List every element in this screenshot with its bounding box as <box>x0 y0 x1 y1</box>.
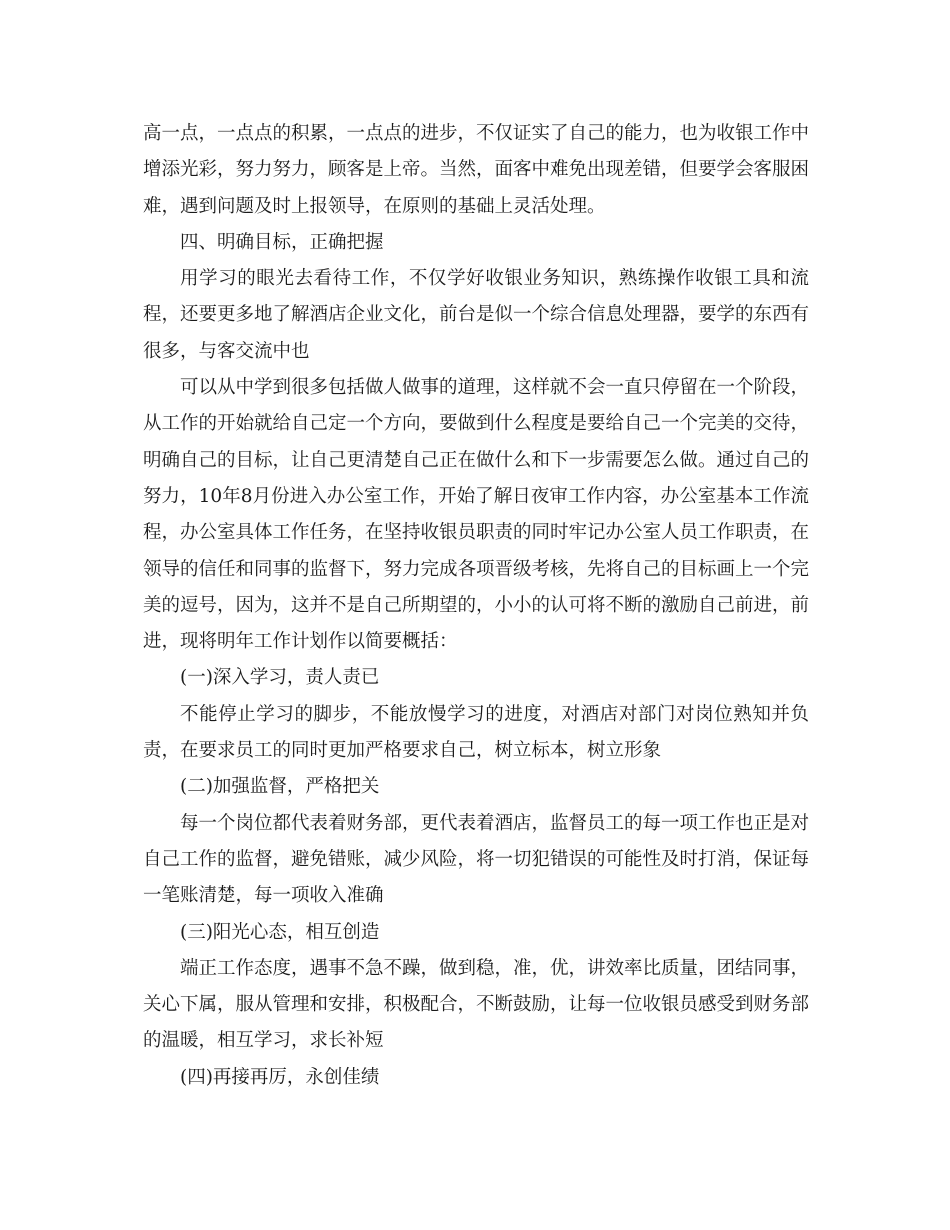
section-heading: 四、明确目标，正确把握 <box>180 231 384 253</box>
body-paragraph: 每一个岗位都代表着财务部，更代表着酒店，监督员工的每一项工作也正是对自己工作的监督，避免错账，减少风险，将一切犯错误的可能性及时打消，保证每一笔账清楚，每一项收入准确 <box>143 812 810 907</box>
document-body <box>143 116 809 1096</box>
body-paragraph: 不能停止学习的脚步，不能放慢学习的进度，对酒店对部门对岗位熟知并负责，在要求员工的同时更加严格要求自己，树立标本，树立形象 <box>143 703 809 762</box>
section-heading: (四)再接再厉，永创佳绩 <box>180 1066 380 1088</box>
section-heading: (三)阳光心态，相互创造 <box>180 921 380 943</box>
section-heading: (二)加强监督，严格把关 <box>180 776 380 798</box>
section-heading: (一)深入学习，责人责已 <box>180 667 380 689</box>
body-paragraph: 端正工作态度，遇事不急不躁，做到稳，准，优，讲效率比质量，团结同事，关心下属，服从管理和安排，积极配合，不断鼓励，让每一位收银员感受到财务部的温暖，相互学习，求长补短 <box>143 957 810 1052</box>
body-paragraph: 可以从中学到很多包括做人做事的道理，这样就不会一直只停留在一个阶段，从工作的开始就给自己定一个方向，要做到什么程度是要给自己一个完美的交待，明确自己的目标，让自己更清楚自己正在做什么和下一步需要怎么做。通过自己的努力，10年8月份进入办公室工作，开始了解日夜审工作内容，办公室基本工作流程，办公室具体工作任务，在坚持收银员职责的同时牢记办公室人员工作职责，在领导的信任和同事的监督下，努力完成各项晋级考核，先将自己的目标画上一个完美的逗号，因为，这并不是自己所期望的，小小的认可将不断的激励自己前进，前进，现将明年工作计划作以简要概括： <box>143 377 810 653</box>
body-paragraph: 用学习的眼光去看待工作，不仅学好收银业务知识，熟练操作收银工具和流程，还要更多地了解酒店企业文化，前台是似一个综合信息处理器，要学的东西有很多，与客交流中也 <box>143 268 810 362</box>
body-paragraph: 高一点，一点点的积累，一点点的进步，不仅证实了自己的能力，也为收银工作中增添光彩，努力努力，顾客是上帝。当然，面客中难免出现差错，但要学会客服困难，遇到问题及时上报领导，在原则的基础上灵活处理。 <box>143 123 810 217</box>
